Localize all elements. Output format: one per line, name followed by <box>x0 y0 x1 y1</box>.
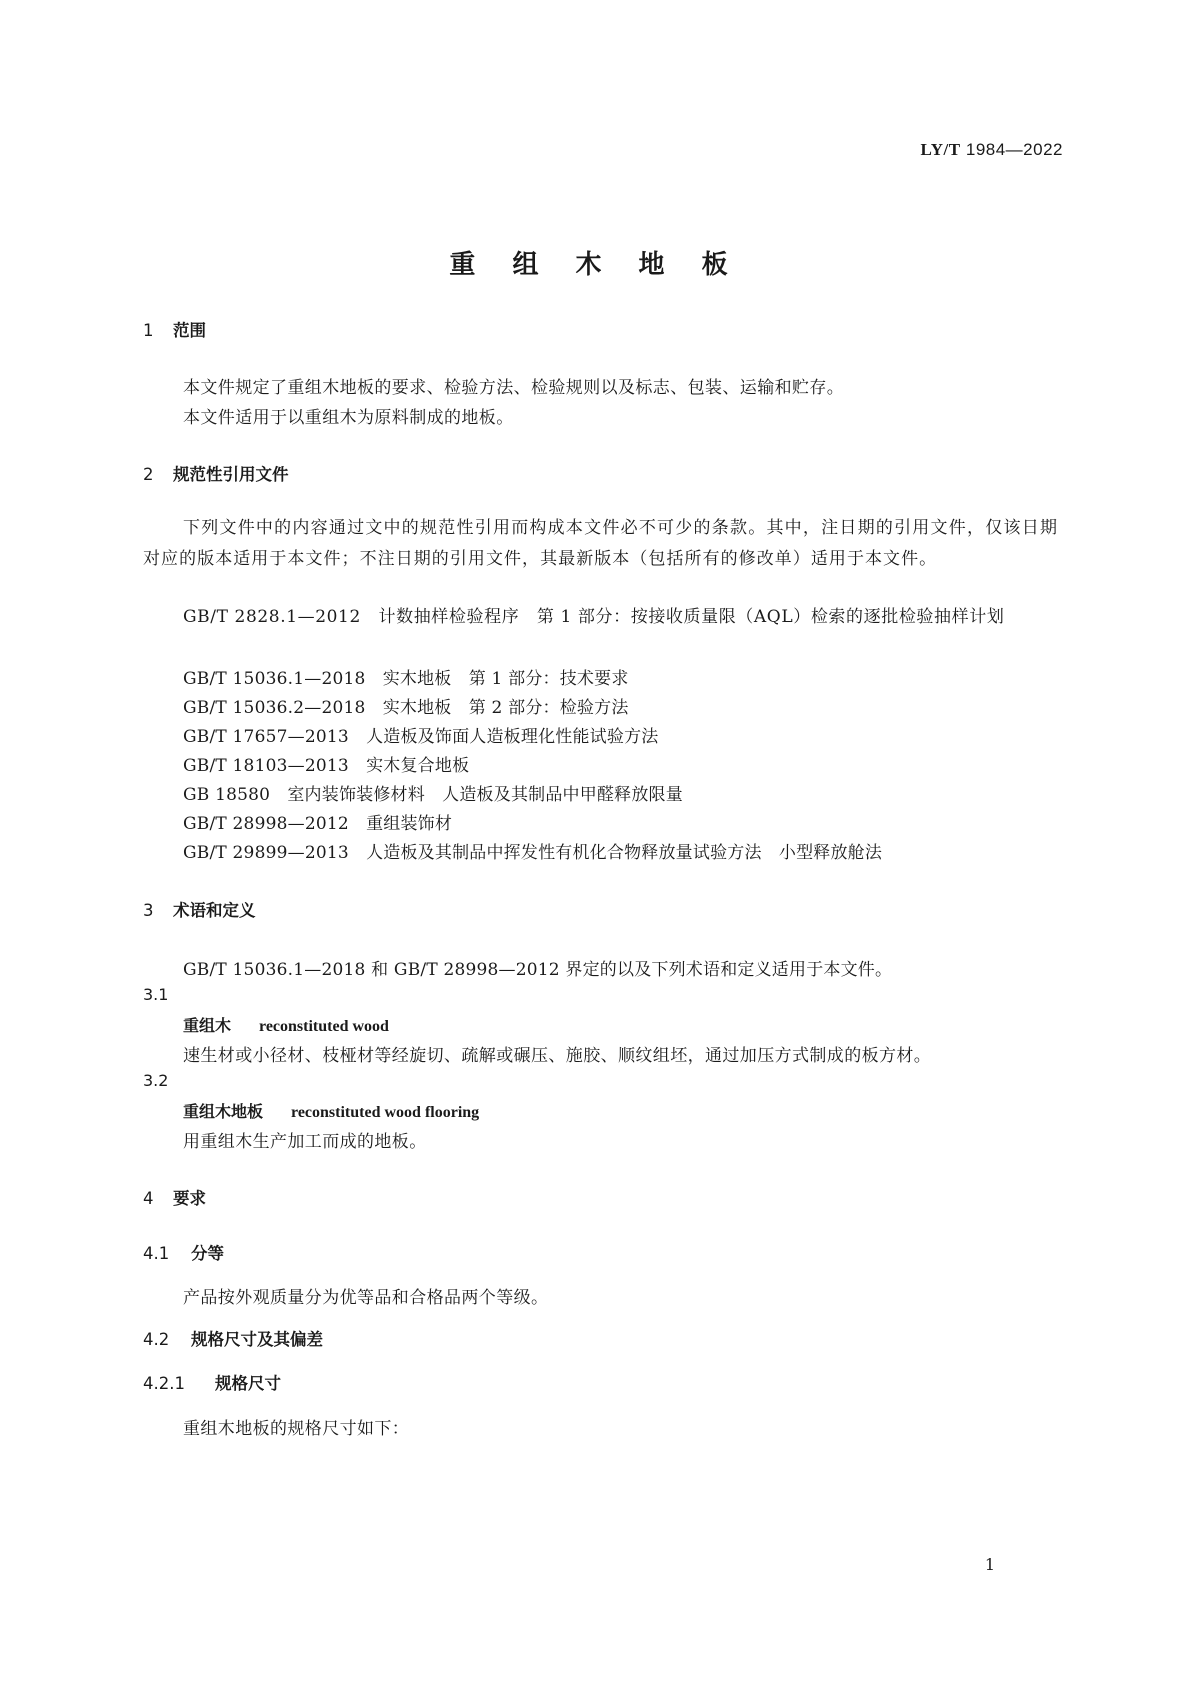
section-3-intro: GB/T 15036.1—2018 和 GB/T 28998—2012 界定的以及下列术语和定义适用于本文件。 <box>183 960 893 980</box>
section-4-2-1-title: 规格尺寸 <box>215 1374 281 1393</box>
standard-number: 1984—2022 <box>965 140 1063 159</box>
term-name-en: reconstituted wood <box>259 1018 389 1035</box>
section-1-number: 1 <box>143 321 154 340</box>
section-4-2-1-heading <box>143 1370 281 1394</box>
term-name-en: reconstituted wood flooring <box>291 1104 480 1121</box>
section-4-1-text: 产品按外观质量分为优等品和合格品两个等级。 <box>183 1288 549 1308</box>
section-4-2-title: 规格尺寸及其偏差 <box>191 1330 323 1349</box>
term-name-cn: 重组木地板 <box>183 1102 264 1121</box>
term-name <box>183 1099 479 1122</box>
section-3-heading <box>143 897 256 921</box>
reference-item: GB/T 2828.1—2012 计数抽样检验程序 第 1 部分：按接收质量限（AQL）检索的逐批检验抽样计划 <box>183 607 1005 627</box>
section-4-2-1-number: 4.2.1 <box>143 1374 185 1393</box>
term-definition: 用重组木生产加工而成的地板。 <box>183 1132 427 1152</box>
reference-item: GB/T 15036.1—2018 实木地板 第 1 部分：技术要求 <box>183 669 629 689</box>
section-1-title: 范围 <box>173 321 206 340</box>
section-2-number: 2 <box>143 465 154 484</box>
section-4-1-heading <box>143 1240 224 1264</box>
standard-code <box>921 140 1064 160</box>
section-3-number: 3 <box>143 901 154 920</box>
standard-prefix: LY/T <box>920 140 961 159</box>
section-4-1-title: 分等 <box>191 1244 224 1263</box>
section-4-2-number: 4.2 <box>143 1330 170 1349</box>
term-number: 3.2 <box>143 1071 169 1090</box>
reference-item: GB/T 18103—2013 实木复合地板 <box>183 756 470 776</box>
term-definition: 速生材或小径材、枝桠材等经旋切、疏解或碾压、施胶、顺纹组坯，通过加压方式制成的板方材。 <box>183 1046 932 1066</box>
term-number: 3.1 <box>143 985 169 1004</box>
reference-item: GB/T 29899—2013 人造板及其制品中挥发性有机化合物释放量试验方法 小型释放舱法 <box>183 843 883 863</box>
section-1-heading <box>143 317 206 341</box>
term-name <box>183 1013 389 1036</box>
reference-item: GB/T 17657—2013 人造板及饰面人造板理化性能试验方法 <box>183 727 659 747</box>
section-4-heading <box>143 1185 206 1209</box>
term-name-cn: 重组木 <box>183 1016 232 1035</box>
reference-item: GB/T 15036.2—2018 实木地板 第 2 部分：检验方法 <box>183 698 629 718</box>
section-4-title: 要求 <box>173 1189 206 1208</box>
section-3-title: 术语和定义 <box>173 901 256 920</box>
section-1-paragraph-2: 本文件适用于以重组木为原料制成的地板。 <box>183 408 514 428</box>
section-4-2-1-text: 重组木地板的规格尺寸如下： <box>183 1419 410 1439</box>
section-4-2-heading <box>143 1326 323 1350</box>
reference-item: GB 18580 室内装饰装修材料 人造板及其制品中甲醛释放限量 <box>183 785 683 805</box>
reference-item: GB/T 28998—2012 重组装饰材 <box>183 814 453 834</box>
section-2-heading <box>143 461 289 485</box>
section-2-title: 规范性引用文件 <box>173 465 289 484</box>
section-4-1-number: 4.1 <box>143 1244 170 1263</box>
section-4-number: 4 <box>143 1189 154 1208</box>
section-2-intro: 下列文件中的内容通过文中的规范性引用而构成本文件必不可少的条款。其中，注日期的引用文件，仅该日期对应的版本适用于本文件；不注日期的引用文件，其最新版本（包括所有的修改单）适用于本文件。 <box>143 518 1058 569</box>
page-number: 1 <box>984 1555 995 1574</box>
document-title: 重 组 木 地 板 <box>449 250 742 280</box>
section-1-paragraph-1: 本文件规定了重组木地板的要求、检验方法、检验规则以及标志、包装、运输和贮存。 <box>183 378 845 398</box>
